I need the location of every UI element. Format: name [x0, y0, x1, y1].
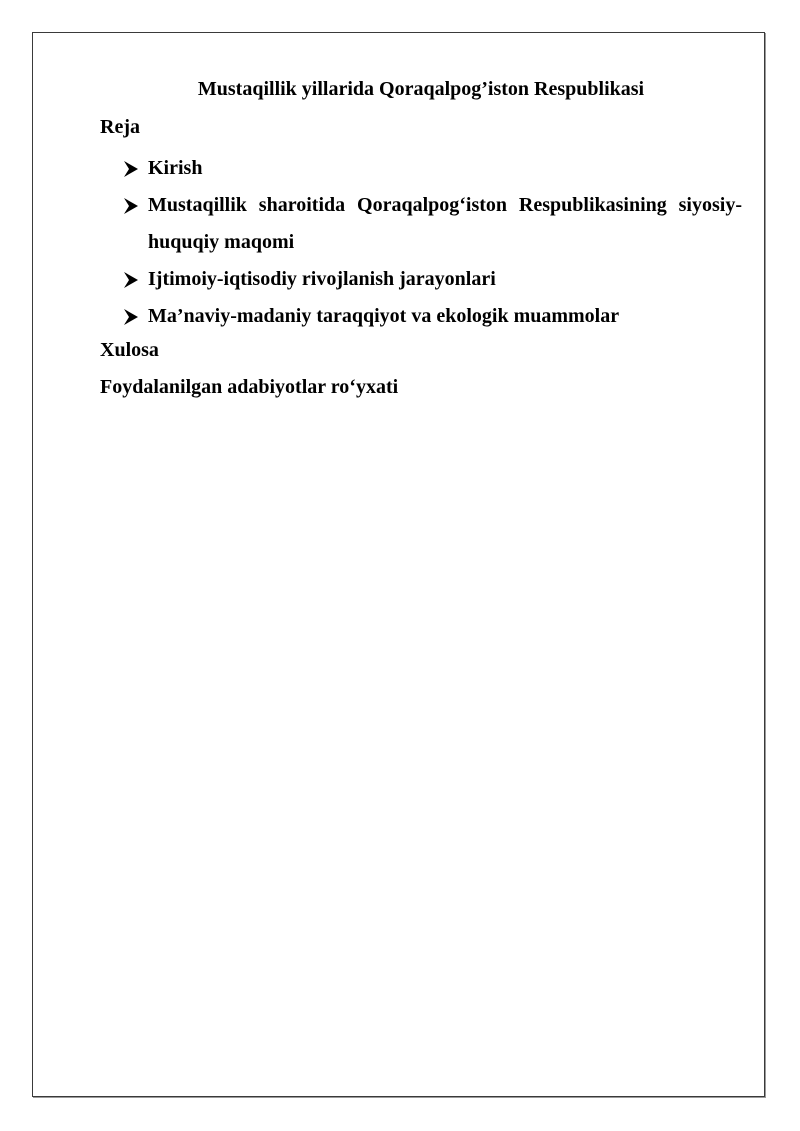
arrowhead-bullet-icon [122, 150, 144, 187]
arrowhead-bullet-icon [122, 261, 144, 298]
document-title: Mustaqillik yillarida Qoraqalpog’iston Respublikasi [197, 78, 645, 100]
conclusion-heading: Xulosa [100, 339, 159, 361]
plan-item-label: Ma’naviy-madaniy taraqqiyot va ekologik muammolar [148, 305, 620, 327]
plan-item-label: Kirish [148, 157, 203, 179]
plan-list [120, 150, 742, 335]
plan-item-label: Ijtimoiy-iqtisodiy rivojlanish jarayonlari [148, 268, 496, 290]
arrowhead-bullet-icon [122, 187, 144, 224]
plan-item [120, 150, 742, 187]
arrowhead-bullet-icon [122, 298, 144, 335]
plan-item [120, 261, 742, 298]
plan-heading: Reja [100, 116, 140, 138]
plan-item-label: Mustaqillik sharoitida Qoraqalpog‘iston Respublikasining siyosiy-huquqiy maqomi [148, 194, 742, 253]
plan-item [120, 187, 742, 261]
plan-item [120, 298, 742, 335]
references-heading: Foydalanilgan adabiyotlar ro‘yxati [100, 376, 399, 398]
